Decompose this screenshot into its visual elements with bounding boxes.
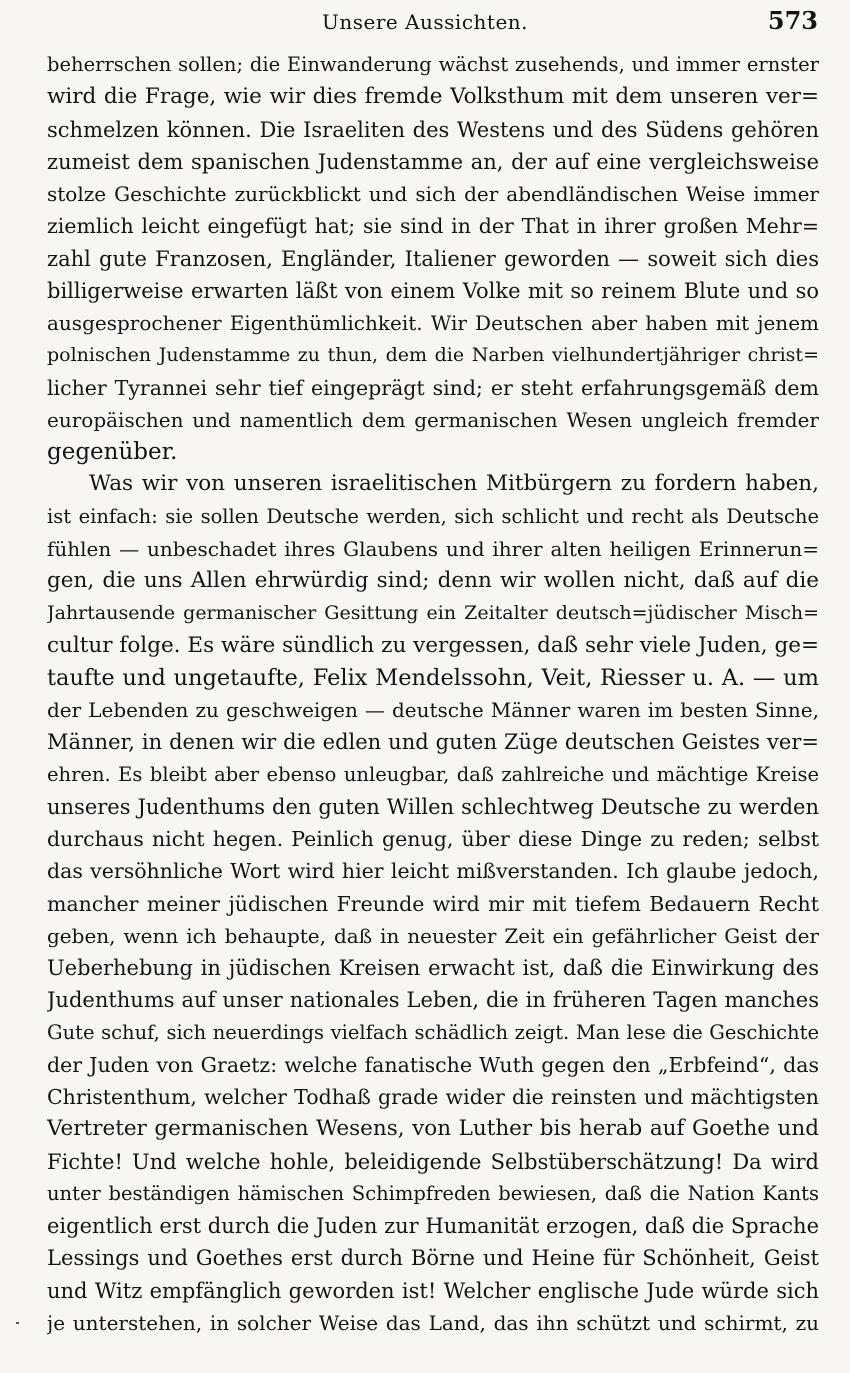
running-head [0, 6, 850, 34]
text-line: billigerweise erwarten läßt von einem Volke mit so reinem Blute und so [47, 278, 819, 303]
text-line: ausgesprochener Eigenthümlichkeit. Wir Deutschen aber haben mit jenem [47, 311, 819, 335]
text-line: Jahrtausende germanischer Gesittung ein Zeitalter deutsch=jüdischer Misch= [47, 602, 819, 625]
text-line: das versöhnliche Wort wird hier leicht mißverstanden. Ich glaube jedoch, [47, 859, 819, 884]
text-line: Männer, in denen wir die edlen und guten Züge deutschen Geistes ver= [47, 730, 819, 755]
running-title: Unsere Aussichten. [321, 10, 529, 34]
text-line: ehren. Es bleibt aber ebenso unleugbar, daß zahlreiche und mächtige Kreise [47, 762, 819, 786]
page-number: 573 [767, 6, 818, 35]
text-line: europäischen und namentlich dem germanischen Wesen ungleich fremder [47, 407, 819, 432]
text-line: der Juden von Graetz: welche fanatische Wuth gegen den „Erbfeind“, das [47, 1052, 819, 1077]
text-line: polnischen Judenstamme zu thun, dem die Narben vielhundertjähriger christ= [47, 344, 819, 367]
text-line: fühlen — unbeschadet ihres Glaubens und ihrer alten heiligen Erinnerun= [47, 536, 819, 561]
text-line: licher Tyrannei sehr tief eingeprägt sind; er steht erfahrungsgemäß dem [47, 375, 819, 400]
text-line: Judenthums auf unser nationales Leben, die in früheren Tagen manches [47, 988, 819, 1013]
text-line: zahl gute Franzosen, Engländer, Italiener geworden — soweit sich dies [47, 246, 819, 271]
paragraph-1 [47, 49, 819, 468]
margin-mark [16, 1322, 19, 1324]
text-line: Christenthum, welcher Todhaß grade wider die reinsten und mächtigsten [47, 1085, 819, 1109]
text-line: ist einfach: sie sollen Deutsche werden, sich schlicht und recht als Deutsche [47, 504, 819, 528]
text-line: durchaus nicht hegen. Peinlich genug, über diese Dinge zu reden; selbst [47, 827, 819, 851]
text-line: Ueberhebung in jüdischen Kreisen erwacht ist, daß die Einwirkung des [47, 956, 819, 980]
text-line: gen, die uns Allen ehrwürdig sind; denn wir wollen nicht, daß auf die [47, 568, 819, 593]
text-line: Was wir von unseren israelitischen Mitbürgern zu fordern haben, [89, 471, 819, 497]
text-line: und Witz empfänglich geworden ist! Welcher englische Jude würde sich [47, 1278, 819, 1303]
text-line: Fichte! Und welche hohle, beleidigende Selbstüberschätzung! Da wird [47, 1149, 819, 1174]
paragraph-2 [47, 468, 819, 1339]
text-line: beherrschen sollen; die Einwanderung wächst zusehends, und immer ernster [47, 53, 819, 76]
body-text [47, 49, 819, 1339]
text-line: geben, wenn ich behaupte, daß in neuester Zeit ein gefährlicher Geist der [47, 923, 819, 948]
text-line: cultur folge. Es wäre sündlich zu vergessen, daß sehr viele Juden, ge= [47, 632, 819, 658]
text-line: taufte und ungetaufte, Felix Mendelssohn, Veit, Riesser u. A. — um [47, 664, 819, 691]
text-line: wird die Frage, wie wir dies fremde Volksthum mit dem unseren ver= [47, 84, 819, 110]
text-line: der Lebenden zu geschweigen — deutsche Männer waren im besten Sinne, [47, 698, 819, 722]
text-line: unter beständigen hämischen Schimpfreden bewiesen, daß die Nation Kants [47, 1181, 819, 1205]
text-line: mancher meiner jüdischen Freunde wird mir mit tiefem Bedauern Recht [47, 891, 819, 916]
text-line: je unterstehen, in solcher Weise das Land, das ihn schützt und schirmt, zu [47, 1310, 819, 1335]
text-line: ziemlich leicht eingefügt hat; sie sind in der That in ihrer großen Mehr= [47, 214, 819, 239]
text-line: zumeist dem spanischen Judenstamme an, der auf eine vergleichsweise [47, 149, 819, 174]
text-line: Vertreter germanischen Wesens, von Luther bis herab auf Goethe und [47, 1116, 819, 1142]
text-line: Gute schuf, sich neuerdings vielfach schädlich zeigt. Man lese die Geschichte [47, 1020, 819, 1044]
text-line: Lessings und Goethes erst durch Börne und Heine für Schönheit, Geist [47, 1246, 819, 1271]
text-line: gegenüber. [47, 439, 178, 465]
text-line: stolze Geschichte zurückblickt und sich der abendländischen Weise immer [47, 182, 819, 206]
text-line: schmelzen können. Die Israeliten des Westens und des Südens gehören [47, 117, 819, 142]
text-line: eigentlich erst durch die Juden zur Humanität erzogen, daß die Sprache [47, 1214, 819, 1238]
text-line: unseres Judenthums den guten Willen schlechtweg Deutsche zu werden [47, 794, 819, 819]
